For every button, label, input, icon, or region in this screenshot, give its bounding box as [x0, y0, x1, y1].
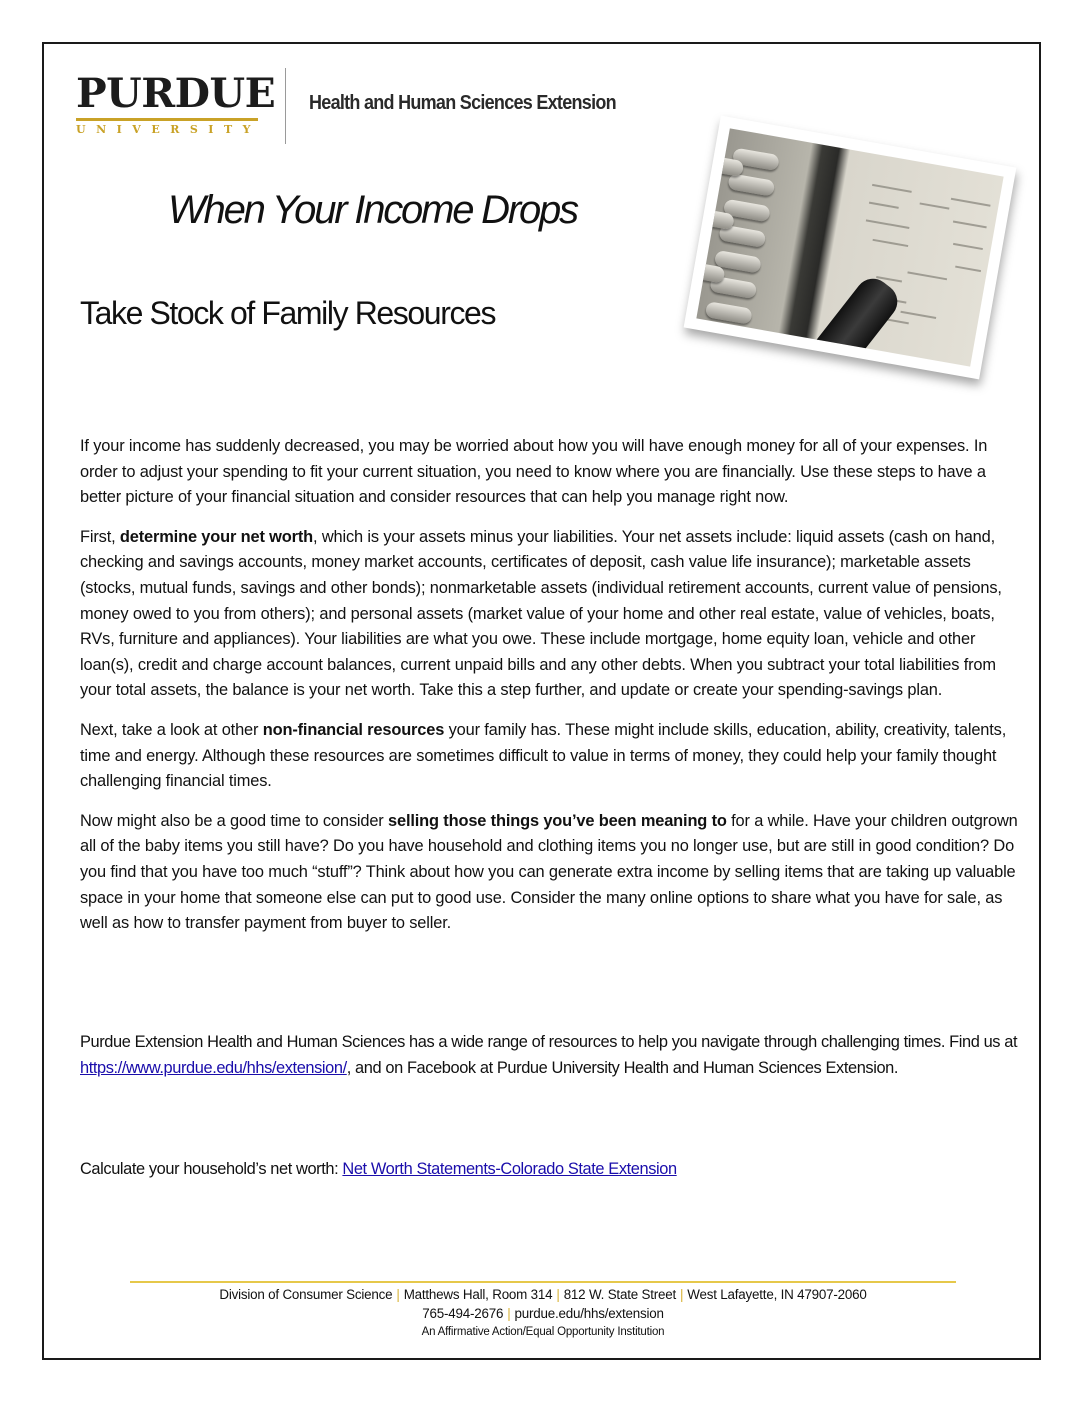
resources-lead: Purdue Extension Health and Human Sciences has a wide range of resources to help you navigate through challenging times. Find us at: [80, 1033, 1018, 1051]
resources-paragraph: [80, 1030, 1020, 1081]
net-worth-lead: First,: [80, 527, 120, 546]
footer-phone: 765-494-2676: [422, 1306, 504, 1321]
non-financial-text: your family has. These might include skills, education, ability, creativity, talents, time and energy. Although these resources are sometimes difficult to value in terms of money, they could help your family thought challenging financial times.: [80, 720, 1007, 791]
ledger-line: [953, 221, 987, 229]
ledger-line: [907, 271, 947, 280]
ledger-line: [955, 266, 981, 272]
calculate-net-worth-line: [80, 1160, 677, 1179]
ledger-line: [872, 184, 912, 193]
footer-contact-line: [0, 1306, 1086, 1321]
purdue-logo: [76, 70, 276, 136]
ledger-line: [869, 202, 899, 209]
ledger-line: [951, 198, 991, 207]
footer-eeo-statement: An Affirmative Action/Equal Opportunity Institution: [421, 1326, 665, 1338]
footer-address-line: [0, 1287, 1086, 1302]
calculator-key-icon: [705, 301, 753, 325]
footer-street: 812 W. State Street: [563, 1287, 677, 1302]
non-financial-emphasis: non-financial resources: [262, 720, 445, 739]
resources-text: , and on Facebook at Purdue University Health and Human Sciences Extension.: [346, 1058, 899, 1077]
logo-wordmark: PURDUE: [76, 70, 276, 117]
net-worth-emphasis: determine your net worth: [119, 527, 314, 546]
selling-paragraph: [80, 809, 1020, 937]
selling-emphasis: selling those things you’ve been meaning to: [388, 811, 727, 830]
net-worth-text: , which is your assets minus your liabilities. Your net assets include: liquid assets (cash on hand, checking and savings accounts, money market accounts, certificates of deposit, cash value life insurance); marketable assets (stocks, mutual funds, savings and other bonds); nonmarketable assets (individual retirement accounts, current value of pensions, money owed to you from others); and personal assets (market value of your home and other real estate, value of vehicles, boats, RVs, furniture and appliances). Your liabilities are what you owe. These include mortgage, home equity loan, vehicle and other loan(s), credit and charge account balances, current unpaid bills and any other debts. When you subtract your total liabilities from your total assets, the balance is your net worth. Take this a step further, and update or create your spending-savings plan.: [80, 527, 1002, 700]
ledger-line: [953, 243, 983, 250]
calculate-lead: Calculate your household’s net worth:: [80, 1160, 343, 1178]
selling-lead: Now might also be a good time to consider: [80, 811, 389, 830]
ledger-line: [920, 202, 950, 209]
net-worth-statements-link[interactable]: Net Worth Statements-Colorado State Extension: [342, 1160, 677, 1178]
selling-text: for a while. Have your children outgrown all of the baby items you still have? Do you have household and clothing items you no longer use, but are still in good condition? Do you find that you have too much “stuff”? Think about how you can generate extra income by selling items that are taking up valuable space in your home that someone else can put to good use. Consider the many online options to share what you have for sale, as well as how to transfer payment from buyer to seller.: [80, 811, 1018, 933]
logo-gold-rule: [76, 118, 258, 121]
document-title: When Your Income Drops: [168, 188, 577, 232]
footer-website: purdue.edu/hhs/extension: [514, 1306, 664, 1321]
photo-content: [696, 128, 1003, 366]
logo-divider: [285, 68, 286, 144]
calculator-key-icon: [727, 173, 775, 197]
article-body: [80, 434, 1020, 951]
footer-building: Matthews Hall, Room 314: [403, 1287, 553, 1302]
department-name: Health and Human Sciences Extension: [309, 92, 616, 114]
footer-city: West Lafayette, IN 47907-2060: [687, 1287, 867, 1302]
footer-separator: |: [396, 1287, 400, 1302]
non-financial-lead: Next, take a look at other: [80, 720, 263, 739]
ledger-line: [866, 219, 910, 229]
logo-subtext: UNIVERSITY: [76, 123, 261, 136]
intro-paragraph: If your income has suddenly decreased, you may be worried about how you will have enough money for all of your expenses. In order to adjust your spending to fit your current situation, you need to know where you are financially. Use these steps to have a better picture of your financial situation and consider resources that can help you manage right now.: [80, 437, 988, 507]
footer-separator: |: [680, 1287, 684, 1302]
footer-separator: |: [507, 1306, 511, 1321]
footer-division: Division of Consumer Science: [219, 1287, 393, 1302]
extension-website-link[interactable]: https://www.purdue.edu/hhs/extension/: [80, 1058, 347, 1077]
non-financial-paragraph: [80, 718, 1020, 795]
ledger-line: [873, 239, 909, 247]
footer-separator: |: [556, 1287, 560, 1302]
net-worth-paragraph: [80, 525, 1020, 704]
footer-divider: [130, 1281, 956, 1283]
document-subtitle: Take Stock of Family Resources: [80, 295, 496, 331]
ledger-line: [900, 311, 936, 319]
